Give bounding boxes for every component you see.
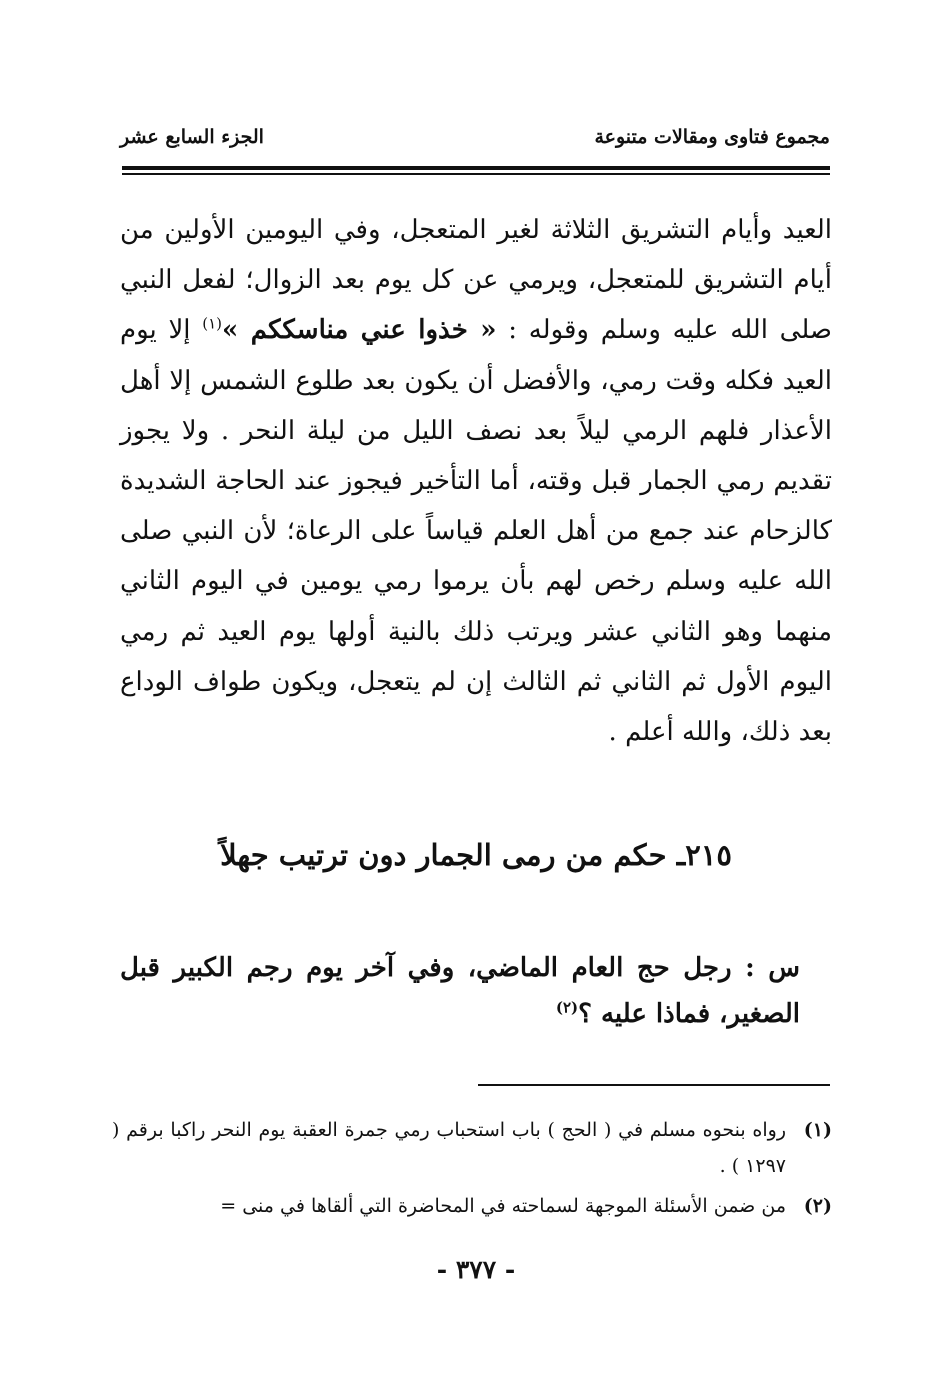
footnotes <box>112 1112 832 1228</box>
header-rule-thin <box>122 173 830 175</box>
footnote-ref-1: (١) <box>202 314 223 333</box>
book-title: مجموع فتاوى ومقالات متنوعة <box>594 126 830 148</box>
footnote-number: (١) <box>803 1119 832 1141</box>
footnote-item <box>112 1112 832 1184</box>
body-paragraph <box>120 205 832 757</box>
question <box>120 945 800 1037</box>
footnote-separator <box>478 1084 830 1086</box>
footnote-number: (٢) <box>803 1195 832 1217</box>
question-text: س : رجل حج العام الماضي، وفي آخر يوم رجم الكبير قبل الصغير، فماذا عليه ؟ <box>120 953 800 1029</box>
body-text <box>120 205 832 757</box>
footnote-item <box>112 1188 832 1224</box>
volume-label: الجزء السابع عشر <box>120 126 264 148</box>
section-title: ٢١٥ـ حكم من رمى الجمار دون ترتيب جهلاً <box>220 838 732 872</box>
footnote-ref-2: (٢) <box>555 998 579 1017</box>
header-rule-thick <box>122 166 830 170</box>
footnote-text: من ضمن الأسئلة الموجهة لسماحته في المحاضرة التي ألقاها في منى = <box>220 1195 786 1217</box>
paragraph-after-hadith: إلا يوم العيد فكله وقت رمي، والأفضل أن يكون بعد طلوع الشمس إلا أهل الأعذار فلهم الرمي ليلاً بعد نصف الليل من ليلة النحر . ولا يجوز تقديم رمي الجمار قبل وقته، أما التأخير فيجوز عند الحاجة الشديدة كالزحام عند جمع من أهل العلم قياساً على الرعاة؛ لأن النبي صلى الله عليه وسلم رخص لهم بأن يرموا رمي يومين في اليوم الثاني منهما وهو الثاني عشر ويرتب ذلك بالنية أولها يوم العيد ثم رمي اليوم الأول ثم الثاني ثم الثالث إن لم يتعجل، ويكون طواف الوداع بعد ذلك، والله أعلم . <box>120 315 832 748</box>
footnote-text: رواه بنحوه مسلم في ( الحج ) باب استحباب رمي جمرة العقبة يوم النحر راكبا برقم ( ١٢٩٧ ) . <box>112 1119 786 1177</box>
running-header <box>120 126 830 162</box>
hadith-quote: « خذوا عني مناسككم » <box>222 315 497 346</box>
paragraph-before-hadith: العيد وأيام التشريق الثلاثة لغير المتعجل، وفي اليومين الأولين من أيام التشريق للمتعجل، ويرمي عن كل يوم بعد الزوال؛ لفعل النبي صلى الله عليه وسلم وقوله : <box>120 215 833 346</box>
page-number: - ٣٧٧ - <box>436 1255 516 1284</box>
